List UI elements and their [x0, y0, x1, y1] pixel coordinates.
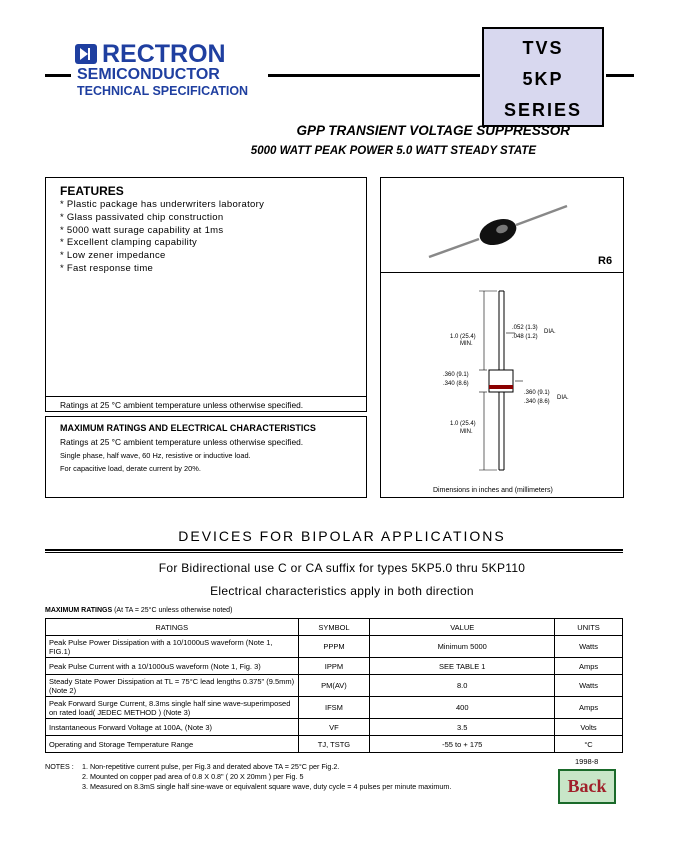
dimensions-caption: Dimensions in inches and (millimeters) [433, 487, 553, 494]
table-cell: Watts [555, 636, 623, 658]
table-row [46, 636, 623, 658]
table-header-row [46, 619, 623, 636]
table-header: SYMBOL [298, 619, 370, 636]
bipolar-rule [45, 549, 623, 551]
table-cell: Peak Pulse Power Dissipation with a 10/1000uS waveform (Note 1, FIG.1) [46, 636, 299, 658]
table-cell: Amps [555, 697, 623, 719]
series-line-2: 5KP [522, 69, 564, 89]
table-row [46, 719, 623, 736]
max-ratings-line: Single phase, half wave, 60 Hz, resistive or inductive load. [60, 451, 251, 460]
table-cell: Instantaneous Forward Voltage at 100A, (Note 3) [46, 719, 299, 736]
table-cell: Amps [555, 658, 623, 675]
max-ratings-box [45, 416, 367, 498]
table-caption-bold: MAXIMUM RATINGS [45, 607, 113, 614]
table-header: UNITS [555, 619, 623, 636]
bipolar-heading: DEVICES FOR BIPOLAR APPLICATIONS [178, 528, 506, 544]
brand-subtitle: SEMICONDUCTOR [77, 66, 220, 83]
table-cell: Operating and Storage Temperature Range [46, 736, 299, 753]
technical-specification-label: TECHNICAL SPECIFICATION [77, 84, 249, 98]
table-cell: SEE TABLE 1 [370, 658, 555, 675]
table-header: VALUE [370, 619, 555, 636]
table-cell: °C [555, 736, 623, 753]
dim-lead-dia-2: .048 (1.2) [512, 334, 538, 340]
table-cell: VF [298, 719, 370, 736]
table-cell: IFSM [298, 697, 370, 719]
header-rule-middle [268, 74, 480, 77]
notes-label: NOTES : [45, 762, 74, 771]
max-ratings-line: Ratings at 25 °C ambient temperature unless otherwise specified. [60, 437, 304, 447]
table-row [46, 675, 623, 697]
table-row [46, 658, 623, 675]
dim-min-bottom: MIN. [460, 429, 473, 435]
table-cell: Peak Pulse Current with a 10/1000uS waveform (Note 1, Fig. 3) [46, 658, 299, 675]
brand-name: RECTRON [102, 40, 226, 68]
package-diagram-box [380, 177, 624, 498]
table-caption [45, 607, 232, 614]
table-cell: Steady State Power Dissipation at TL = 75°C lead lengths 0.375" (9.5mm) (Note 2) [46, 675, 299, 697]
header-rule-left [45, 74, 71, 77]
table-cell: PM(AV) [298, 675, 370, 697]
bipolar-rule-thin [45, 552, 623, 553]
table-cell: 3.5 [370, 719, 555, 736]
table-row [46, 697, 623, 719]
feature-item: * Excellent clamping capability [60, 237, 198, 249]
max-ratings-line: For capacitive load, derate current by 20%. [60, 464, 201, 473]
table-header: RATINGS [46, 619, 299, 636]
series-box [482, 27, 604, 127]
back-button[interactable]: Back [558, 769, 616, 804]
feature-item: * Glass passivated chip construction [60, 211, 224, 223]
package-drawing [381, 178, 623, 498]
bidirectional-note: For Bidirectional use C or CA suffix for types 5KP5.0 thru 5KP110 [158, 561, 526, 575]
document-subtitle: 5000 WATT PEAK POWER 5.0 WATT STEADY STATE [250, 145, 536, 157]
features-box [45, 177, 367, 412]
features-list [60, 199, 264, 276]
note-item: 3. Measured on 8.3mS single half sine-wave or equivalent square wave, duty cycle = 4 pulses per minute maximum. [82, 782, 452, 791]
table-cell: Watts [555, 675, 623, 697]
package-label: R6 [598, 255, 613, 267]
note-item: 1. Non-repetitive current pulse, per Fig.3 and derated above TA = 25°C per Fig.2. [82, 762, 340, 771]
ambient-note: Ratings at 25 °C ambient temperature unless otherwise specified. [60, 400, 304, 410]
dim-lead-length-top: 1.0 (25.4) [450, 334, 476, 340]
table-cell: Volts [555, 719, 623, 736]
feature-item: * Low zener impedance [60, 250, 166, 262]
electrical-characteristics-note: Electrical characteristics apply in both direction [210, 584, 474, 598]
table-cell: IPPM [298, 658, 370, 675]
table-cell: PPPM [298, 636, 370, 658]
table-row [46, 736, 623, 753]
revision-date: 1998-8 [575, 757, 599, 766]
feature-item: * Plastic package has underwriters laboratory [60, 199, 265, 210]
feature-item: * 5000 watt surage capability at 1ms [60, 224, 224, 236]
dim-body-dia-label: DIA. [557, 395, 569, 401]
dim-lead-dia-1: .052 (1.3) [512, 325, 538, 331]
max-ratings-table [45, 618, 623, 753]
notes-list [82, 762, 451, 792]
dim-lead-length-bottom: 1.0 (25.4) [450, 421, 476, 427]
series-line-3: SERIES [503, 100, 583, 120]
dim-body-dia-2: .340 (8.6) [524, 399, 550, 405]
series-line-1: TVS [522, 38, 564, 58]
table-cell: Peak Forward Surge Current, 8.3ms single half sine wave-superimposed on rated load( JEDEC METHOD ) (Note 3) [46, 697, 299, 719]
table-cell: TJ, TSTG [298, 736, 370, 753]
dim-body-dia-1: .360 (9.1) [524, 390, 550, 396]
header-rule-right [606, 74, 634, 77]
document-title: GPP TRANSIENT VOLTAGE SUPPRESSOR [296, 123, 570, 138]
table-cell: Minimum 5000 [370, 636, 555, 658]
dim-body-length-1: .360 (9.1) [443, 372, 469, 378]
table-cell: 400 [370, 697, 555, 719]
max-ratings-heading: MAXIMUM RATINGS AND ELECTRICAL CHARACTERISTICS [60, 423, 316, 433]
dim-min-top: MIN. [460, 341, 473, 347]
dim-lead-dia-label: DIA. [544, 329, 556, 335]
features-heading: FEATURES [60, 184, 124, 198]
table-cell: 8.0 [370, 675, 555, 697]
rectron-logo-icon [75, 44, 97, 64]
table-cell: -55 to + 175 [370, 736, 555, 753]
dim-body-length-2: .340 (8.6) [443, 381, 469, 387]
feature-item: * Fast response time [60, 262, 154, 274]
features-divider [46, 396, 366, 397]
note-item: 2. Mounted on copper pad area of 0.8 X 0.8" ( 20 X 20mm ) per Fig. 5 [82, 772, 304, 781]
table-caption-rest: (At TA = 25°C unless otherwise noted) [112, 607, 233, 614]
